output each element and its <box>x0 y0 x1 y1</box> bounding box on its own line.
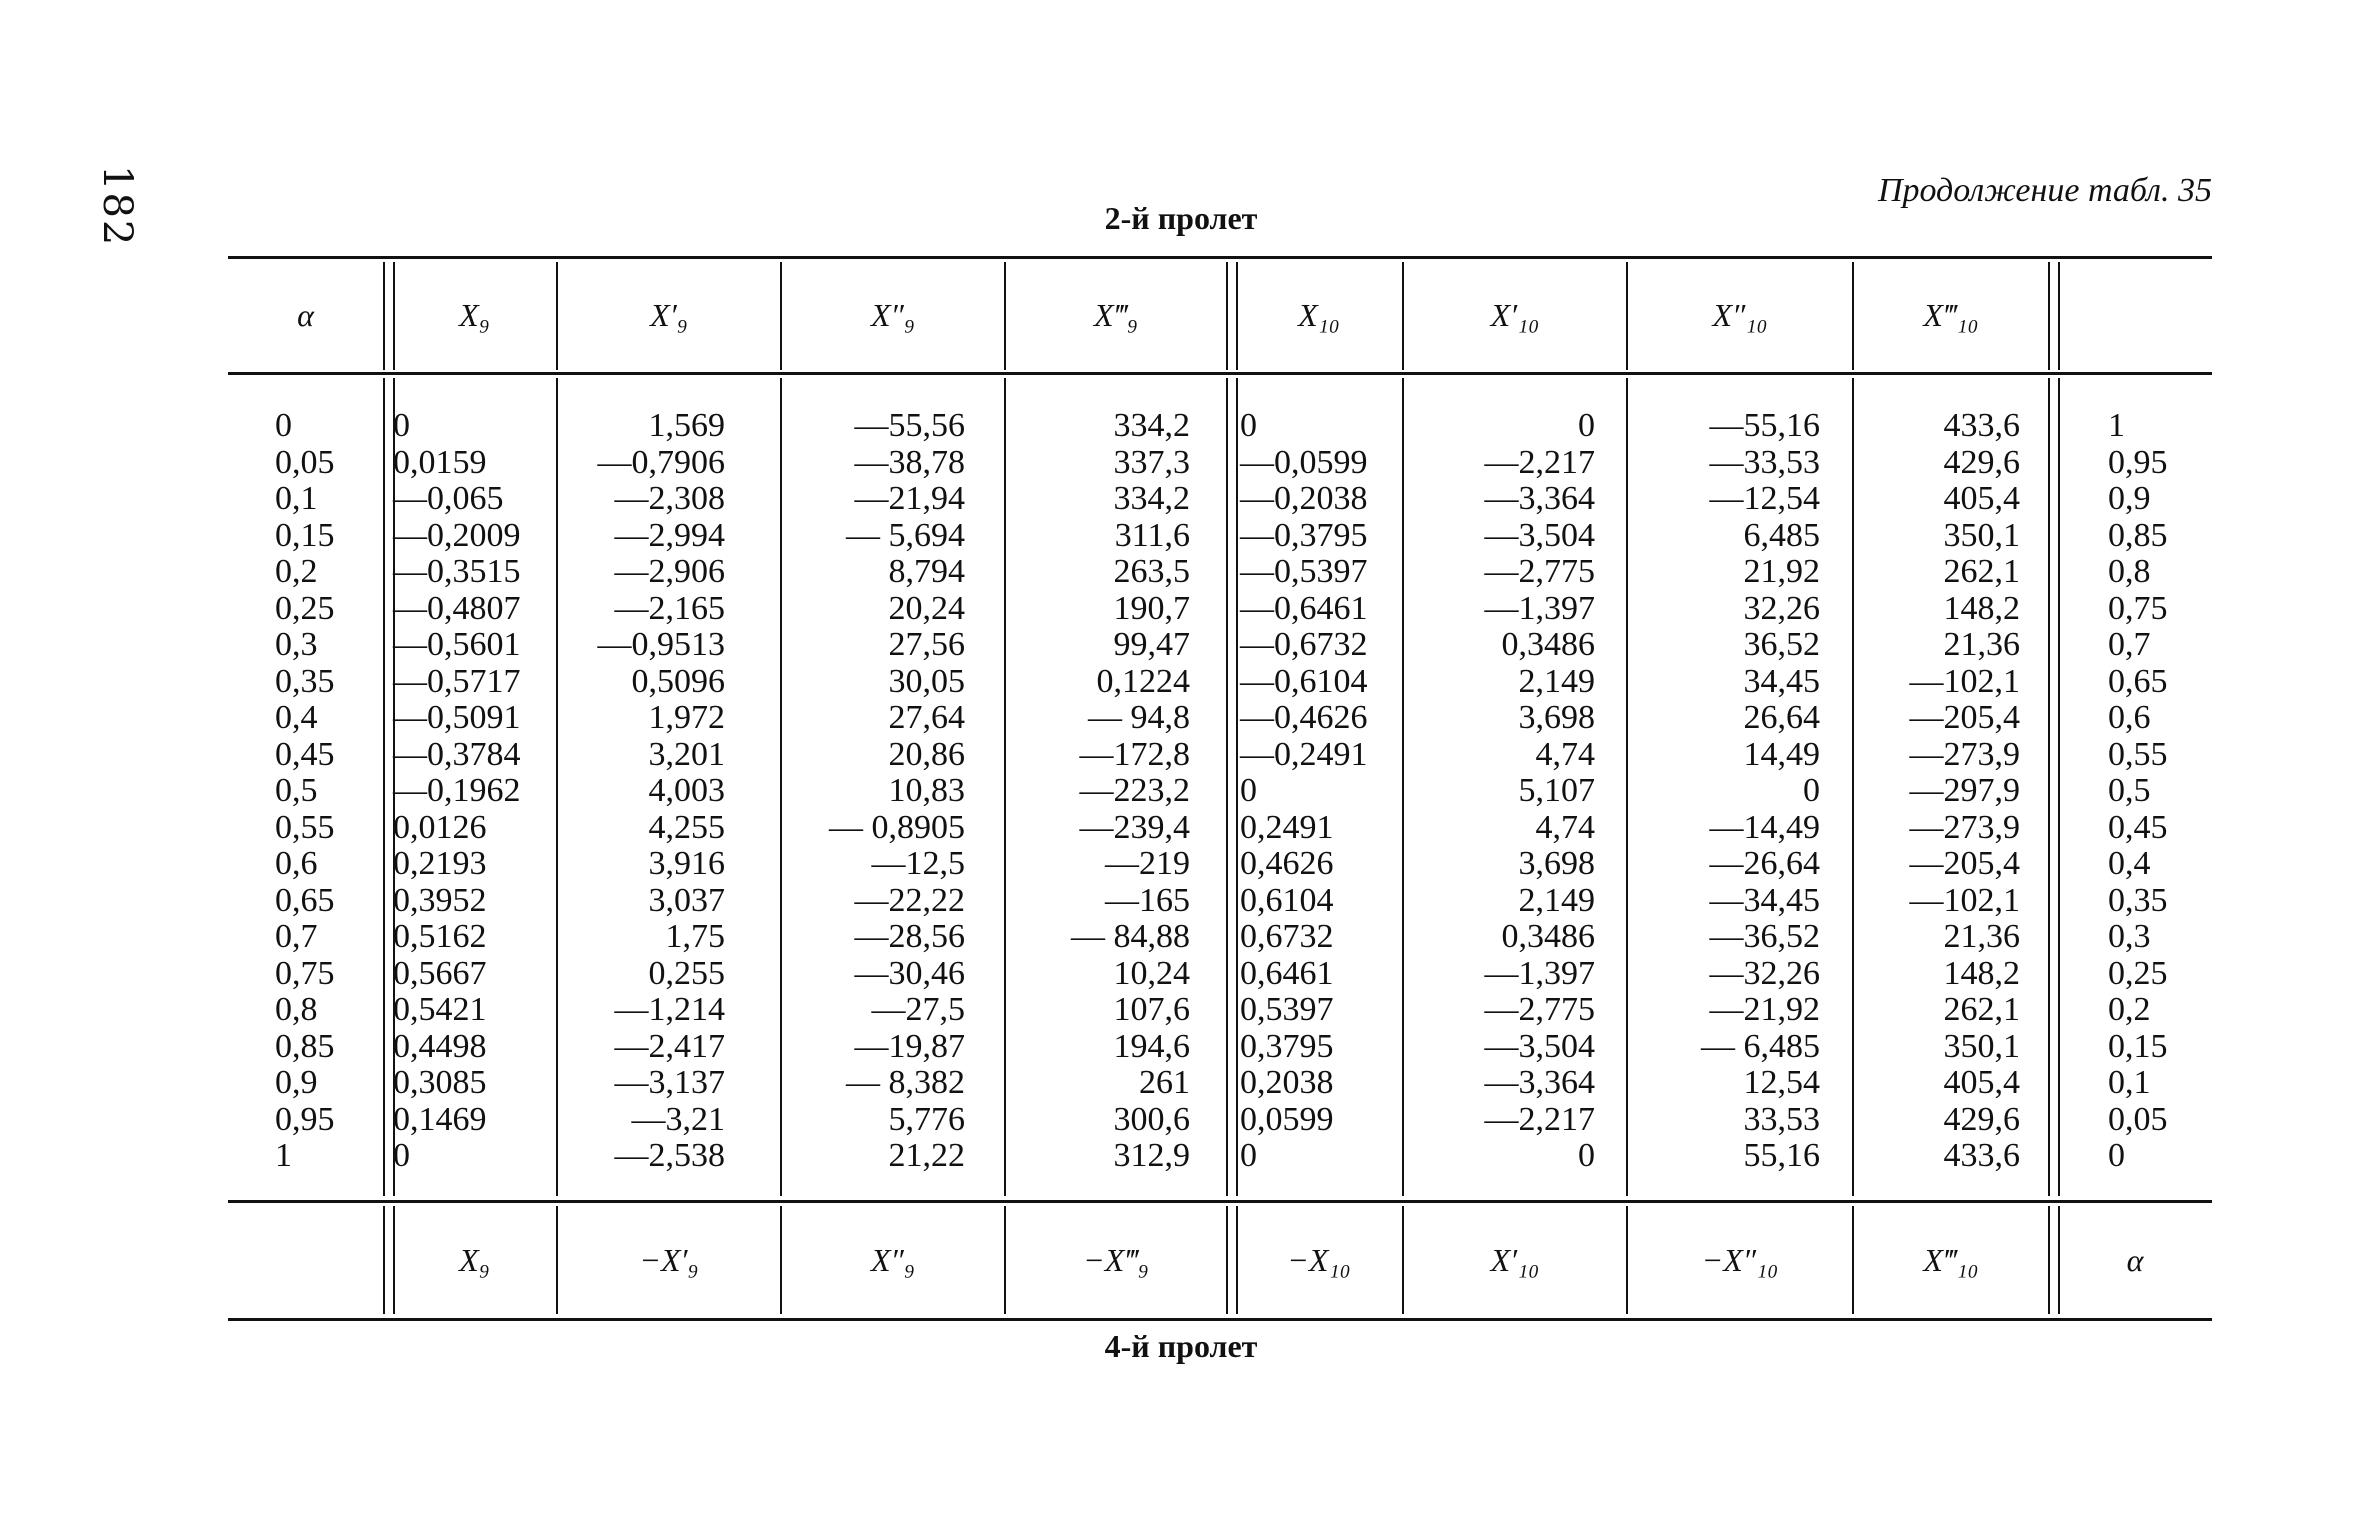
table-cell: —1,214 <box>614 991 725 1028</box>
table-cell: —0,5397 <box>1240 553 1368 590</box>
table-cell: 350,1 <box>1943 516 2020 554</box>
table-cell: 433,6 <box>1943 1137 2020 1174</box>
table-cell: 2,149 <box>1518 662 1595 700</box>
table-cell: 0,0126 <box>393 808 487 846</box>
table-cell: —3,504 <box>1484 516 1595 554</box>
table-cell: 3,698 <box>1518 845 1595 882</box>
table-cell: —3,21 <box>631 1100 725 1138</box>
table-cell: —102,1 <box>1909 662 2020 700</box>
table-cell: —2,308 <box>614 480 725 517</box>
table-cell: 0,8 <box>275 991 318 1028</box>
table-cell: 0,6461 <box>1240 954 1334 992</box>
table-cell: 0,05 <box>2108 1100 2168 1138</box>
table-cell: —3,137 <box>614 1064 725 1101</box>
table-cell: 2,149 <box>1518 881 1595 919</box>
table-cell: 405,4 <box>1943 480 2020 517</box>
table-cell: 0,3795 <box>1240 1027 1334 1065</box>
table-cell: —223,2 <box>1079 772 1190 809</box>
header-x10: X₁₀ <box>1298 296 1340 333</box>
table-cell: —21,94 <box>854 480 965 517</box>
header-bottom-rule <box>228 372 2212 375</box>
table-cell: 20,24 <box>888 589 965 627</box>
table-cell: —0,5601 <box>393 626 521 663</box>
column-x9-double-prime <box>790 408 965 1175</box>
table-cell: 0 <box>1803 772 1820 809</box>
table-cell: 148,2 <box>1943 589 2020 627</box>
table-cell: —1,397 <box>1484 589 1595 627</box>
column-alpha-right <box>2108 408 2208 1175</box>
table-cell: 0,9 <box>275 1064 318 1101</box>
table-cell: —0,5717 <box>393 662 521 700</box>
table-cell: 0,0159 <box>393 443 487 481</box>
header-x9: X₉ <box>459 296 490 333</box>
table-cell: 262,1 <box>1943 991 2020 1028</box>
table-cell: —55,16 <box>1709 407 1820 444</box>
table-cell: 0,95 <box>275 1100 335 1138</box>
table-cell: 0,4 <box>275 699 318 736</box>
table-cell: 33,53 <box>1743 1100 1820 1138</box>
table-cell: —0,3515 <box>393 553 521 590</box>
table-cell: — 0,8905 <box>829 808 965 846</box>
table-cell: 0,6 <box>275 845 318 882</box>
table-cell: 0 <box>1240 407 1257 444</box>
header-x10-triple-prime: X‴₁₀ <box>1923 296 1979 333</box>
table-cell: —36,52 <box>1709 918 1820 955</box>
table-cell: 0,2491 <box>1240 808 1334 846</box>
table-cell: — 84,88 <box>1071 918 1190 955</box>
table-cell: 10,24 <box>1113 954 1190 992</box>
footer-x10-triple-prime: X‴₁₀ <box>1923 1241 1979 1278</box>
table-cell: 30,05 <box>888 662 965 700</box>
table-cell: —0,9513 <box>597 626 725 663</box>
table-cell: 0 <box>1578 1137 1595 1174</box>
table-cell: 21,36 <box>1943 918 2020 955</box>
table-cell: 36,52 <box>1743 626 1820 663</box>
table-cell: 334,2 <box>1113 407 1190 444</box>
table-cell: 4,003 <box>648 772 725 809</box>
table-cell: 0,75 <box>275 954 335 992</box>
column-x10 <box>1240 408 1400 1175</box>
table-cell: —55,56 <box>854 407 965 444</box>
table-cell: 0,3085 <box>393 1064 487 1101</box>
table-cell: 5,107 <box>1518 772 1595 809</box>
footer-x9-double-prime: X″₉ <box>871 1241 915 1278</box>
rule-x9-body <box>556 378 558 1196</box>
table-cell: —165 <box>1105 881 1190 919</box>
rule-x9p-body <box>780 378 782 1196</box>
table-cell: 0,4498 <box>393 1027 487 1065</box>
table-cell: —19,87 <box>854 1027 965 1065</box>
span-top-label: 2-й пролет <box>1104 200 1258 236</box>
table-cell: —2,417 <box>614 1027 725 1065</box>
table-cell: —2,775 <box>1484 991 1595 1028</box>
column-x10-double-prime <box>1660 408 1820 1175</box>
table-cell: 0,2 <box>2108 991 2151 1028</box>
table-cell: 3,037 <box>648 881 725 919</box>
table-cell: 0 <box>1240 772 1257 809</box>
table-cell: 0,05 <box>275 443 335 481</box>
table-cell: 6,485 <box>1743 516 1820 554</box>
table-cell: 311,6 <box>1114 516 1190 554</box>
table-cell: —1,397 <box>1484 954 1595 992</box>
table-cell: —26,64 <box>1709 845 1820 882</box>
table-cell: 0,55 <box>2108 735 2168 773</box>
table-cell: —0,065 <box>393 480 504 517</box>
header-right <box>2058 262 2212 368</box>
table-cell: —0,2491 <box>1240 735 1368 773</box>
table-cell: —0,4807 <box>393 589 521 627</box>
table-cell: —38,78 <box>854 443 965 481</box>
header-x9-triple-prime: X‴₉ <box>1093 296 1139 333</box>
table-cell: 0,4 <box>2108 845 2151 882</box>
table-cell: —22,22 <box>854 881 965 919</box>
table-cell: —3,364 <box>1484 1064 1595 1101</box>
table-cell: —0,0599 <box>1240 443 1368 481</box>
table-cell: —239,4 <box>1079 808 1190 846</box>
table-cell: 21,36 <box>1943 626 2020 663</box>
table-cell: —12,54 <box>1709 480 1820 517</box>
table-cell: —2,165 <box>614 589 725 627</box>
footer-x9: X₉ <box>459 1241 490 1278</box>
table-cell: 55,16 <box>1743 1137 1820 1174</box>
table-cell: —30,46 <box>854 954 965 992</box>
table-cell: 0,6732 <box>1240 918 1334 955</box>
table-cell: 0,25 <box>275 589 335 627</box>
table-cell: 20,86 <box>888 735 965 773</box>
table-cell: 4,255 <box>648 808 725 846</box>
table-cell: —0,6104 <box>1240 662 1368 700</box>
table-cell: 0,65 <box>2108 662 2168 700</box>
table-cell: —2,994 <box>614 516 725 554</box>
body-bottom-rule <box>228 1200 2212 1203</box>
table-cell: 433,6 <box>1943 407 2020 444</box>
table-cell: 0,45 <box>2108 808 2168 846</box>
footer-x9-prime: −X′₉ <box>639 1241 699 1278</box>
footer-alpha <box>228 1206 383 1314</box>
table-cell: 0,4626 <box>1240 845 1334 882</box>
table-cell: —2,906 <box>614 553 725 590</box>
table-cell: 0,2 <box>275 553 318 590</box>
table-cell: 107,6 <box>1113 991 1190 1028</box>
table-cell: 0,5 <box>2108 772 2151 809</box>
table-cell: 0,45 <box>275 735 335 773</box>
table-cell: —2,538 <box>614 1137 725 1174</box>
table-cell: —2,775 <box>1484 553 1595 590</box>
table-cell: 0 <box>1578 407 1595 444</box>
table-cell: —0,1962 <box>393 772 521 809</box>
table-cell: 34,45 <box>1743 662 1820 700</box>
table-cell: —2,217 <box>1484 1100 1595 1138</box>
table-cell: 0,3 <box>2108 918 2151 955</box>
table-cell: 0,2193 <box>393 845 487 882</box>
table-cell: 0,7 <box>275 918 318 955</box>
column-x9-triple-prime <box>1010 408 1190 1175</box>
table-cell: 0,0599 <box>1240 1100 1334 1138</box>
table-cell: —3,504 <box>1484 1027 1595 1065</box>
table-cell: 21,92 <box>1743 553 1820 590</box>
table-cell: — 5,694 <box>846 516 965 554</box>
rule-x10pp-body <box>1852 378 1854 1196</box>
table-cell: 0,1224 <box>1096 662 1190 700</box>
header-alpha: α <box>297 296 314 333</box>
table-cell: 8,794 <box>888 553 965 590</box>
table-cell: 1 <box>2108 407 2125 444</box>
table-cell: 4,74 <box>1535 808 1595 846</box>
table-cell: 429,6 <box>1943 1100 2020 1138</box>
table-cell: —28,56 <box>854 918 965 955</box>
table-cell: 1,75 <box>665 918 725 955</box>
table-cell: 0,75 <box>2108 589 2168 627</box>
table-bottom-rule <box>228 1318 2212 1321</box>
table-cell: 0,15 <box>2108 1027 2168 1065</box>
table-cell: 334,2 <box>1113 480 1190 517</box>
rule-x9pp-body <box>1004 378 1006 1196</box>
table-cell: 0,5 <box>275 772 318 809</box>
table-cell: 262,1 <box>1943 553 2020 590</box>
table-cell: 0,1 <box>275 480 318 517</box>
table-cell: 263,5 <box>1113 553 1190 590</box>
table-cell: 0,255 <box>648 954 725 992</box>
table-cell: 0,3486 <box>1501 626 1595 663</box>
footer-x10: −X₁₀ <box>1287 1241 1351 1278</box>
table-cell: 26,64 <box>1743 699 1820 736</box>
table-cell: 3,201 <box>648 735 725 773</box>
column-alpha <box>275 408 375 1175</box>
table-cell: 0,5096 <box>631 662 725 700</box>
table-cell: 337,3 <box>1113 443 1190 481</box>
table-cell: —205,4 <box>1909 699 2020 736</box>
table-cell: 190,7 <box>1113 589 1190 627</box>
table-cell: —0,3795 <box>1240 516 1368 554</box>
table-top-rule <box>228 256 2212 259</box>
header-x9-double-prime: X″₉ <box>871 296 915 333</box>
table-cell: —0,5091 <box>393 699 521 736</box>
table-cell: 194,6 <box>1113 1027 1190 1065</box>
table-cell: 0 <box>1240 1137 1257 1174</box>
rule-x10p-body <box>1626 378 1628 1196</box>
table-cell: 312,9 <box>1113 1137 1190 1174</box>
column-x9-prime <box>560 408 725 1175</box>
table-cell: 27,56 <box>888 626 965 663</box>
table-cell: —3,364 <box>1484 480 1595 517</box>
table-cell: 1 <box>275 1137 292 1174</box>
table-cell: —297,9 <box>1909 772 2020 809</box>
table-cell: 32,26 <box>1743 589 1820 627</box>
table-cell: 0,1469 <box>393 1100 487 1138</box>
table-cell: 3,698 <box>1518 699 1595 736</box>
table-cell: 1,972 <box>648 699 725 736</box>
table-cell: —12,5 <box>871 845 965 882</box>
table-cell: 99,47 <box>1113 626 1190 663</box>
table-cell: 4,74 <box>1535 735 1595 773</box>
table-cell: 0,35 <box>275 662 335 700</box>
table-cell: 0,5421 <box>393 991 487 1028</box>
column-x9 <box>393 408 543 1175</box>
table-cell: 0,95 <box>2108 443 2168 481</box>
table-cell: —14,49 <box>1709 808 1820 846</box>
table-cell: 5,776 <box>888 1100 965 1138</box>
table-cell: 1,569 <box>648 407 725 444</box>
table-cell: 261 <box>1139 1064 1190 1101</box>
table-cell: 0,8 <box>2108 553 2151 590</box>
table-cell: 0,6 <box>2108 699 2151 736</box>
header-x10-prime: X′₁₀ <box>1490 296 1540 333</box>
footer-x10-double-prime: −X″₁₀ <box>1701 1241 1779 1278</box>
table-cell: —33,53 <box>1709 443 1820 481</box>
table-cell: 3,916 <box>648 845 725 882</box>
table-cell: 10,83 <box>888 772 965 809</box>
table-cell: — 94,8 <box>1088 699 1190 736</box>
column-x10-prime <box>1430 408 1595 1175</box>
table-cell: 148,2 <box>1943 954 2020 992</box>
table-cell: 0,35 <box>2108 881 2168 919</box>
table-cell: 0,1 <box>2108 1064 2151 1101</box>
table-cell: 12,54 <box>1743 1064 1820 1101</box>
rule-x10ppp-body <box>2048 378 2060 1196</box>
continuation-title: Продолжение табл. 35 <box>1877 172 2212 209</box>
table-cell: 0,3486 <box>1501 918 1595 955</box>
column-x10-triple-prime <box>1860 408 2020 1175</box>
table-cell: 300,6 <box>1113 1100 1190 1138</box>
table-cell: —273,9 <box>1909 735 2020 773</box>
table-cell: 0,3952 <box>393 881 487 919</box>
table-cell: —219 <box>1105 845 1190 882</box>
span-bottom-label: 4-й пролет <box>1104 1328 1258 1364</box>
table-cell: —0,7906 <box>597 443 725 481</box>
table-cell: 27,64 <box>888 699 965 736</box>
table-cell: 0 <box>275 407 292 444</box>
table-cell: —21,92 <box>1709 991 1820 1028</box>
footer-x10-prime: X′₁₀ <box>1490 1241 1540 1278</box>
table-cell: 0 <box>2108 1137 2125 1174</box>
table-cell: 350,1 <box>1943 1027 2020 1065</box>
table-cell: —0,4626 <box>1240 699 1368 736</box>
table-cell: 21,22 <box>888 1137 965 1174</box>
table-cell: —32,26 <box>1709 954 1820 992</box>
table-cell: —2,217 <box>1484 443 1595 481</box>
table-cell: 0,65 <box>275 881 335 919</box>
table-cell: 405,4 <box>1943 1064 2020 1101</box>
footer-x9-triple-prime: −X‴₉ <box>1083 1241 1149 1278</box>
table-cell: 0 <box>393 407 410 444</box>
table-cell: 0,55 <box>275 808 335 846</box>
table-cell: 0,85 <box>2108 516 2168 554</box>
table-cell: —0,6461 <box>1240 589 1368 627</box>
table-cell: — 8,382 <box>846 1064 965 1101</box>
table-cell: —34,45 <box>1709 881 1820 919</box>
table-cell: —205,4 <box>1909 845 2020 882</box>
page-number: 182 <box>94 165 140 248</box>
table-cell: —102,1 <box>1909 881 2020 919</box>
table-cell: —0,6732 <box>1240 626 1368 663</box>
table-cell: 0,7 <box>2108 626 2151 663</box>
table-cell: 0,6104 <box>1240 881 1334 919</box>
table-cell: 0,85 <box>275 1027 335 1065</box>
table-cell: 0,2038 <box>1240 1064 1334 1101</box>
table-cell: 0,5162 <box>393 918 487 955</box>
table-cell: 0 <box>393 1137 410 1174</box>
header-x9-prime: X′₉ <box>650 296 688 333</box>
table-cell: 0,9 <box>2108 480 2151 517</box>
table-cell: —27,5 <box>871 991 965 1028</box>
table-cell: — 6,485 <box>1701 1027 1820 1065</box>
table-cell: 0,5397 <box>1240 991 1334 1028</box>
table-cell: 0,5667 <box>393 954 487 992</box>
footer-alpha-right: α <box>2126 1241 2144 1278</box>
table-cell: —0,2038 <box>1240 480 1368 517</box>
table-cell: —0,3784 <box>393 735 521 773</box>
table-cell: 14,49 <box>1743 735 1820 773</box>
table-cell: —0,2009 <box>393 516 521 554</box>
table-cell: —172,8 <box>1079 735 1190 773</box>
table-cell: 0,3 <box>275 626 318 663</box>
rule-x9ppp-body <box>1226 378 1238 1196</box>
table-cell: 0,25 <box>2108 954 2168 992</box>
table-cell: 0,15 <box>275 516 335 554</box>
header-x10-double-prime: X″₁₀ <box>1712 296 1768 333</box>
table-cell: 429,6 <box>1943 443 2020 481</box>
rule-x10-body <box>1402 378 1404 1196</box>
table-cell: —273,9 <box>1909 808 2020 846</box>
